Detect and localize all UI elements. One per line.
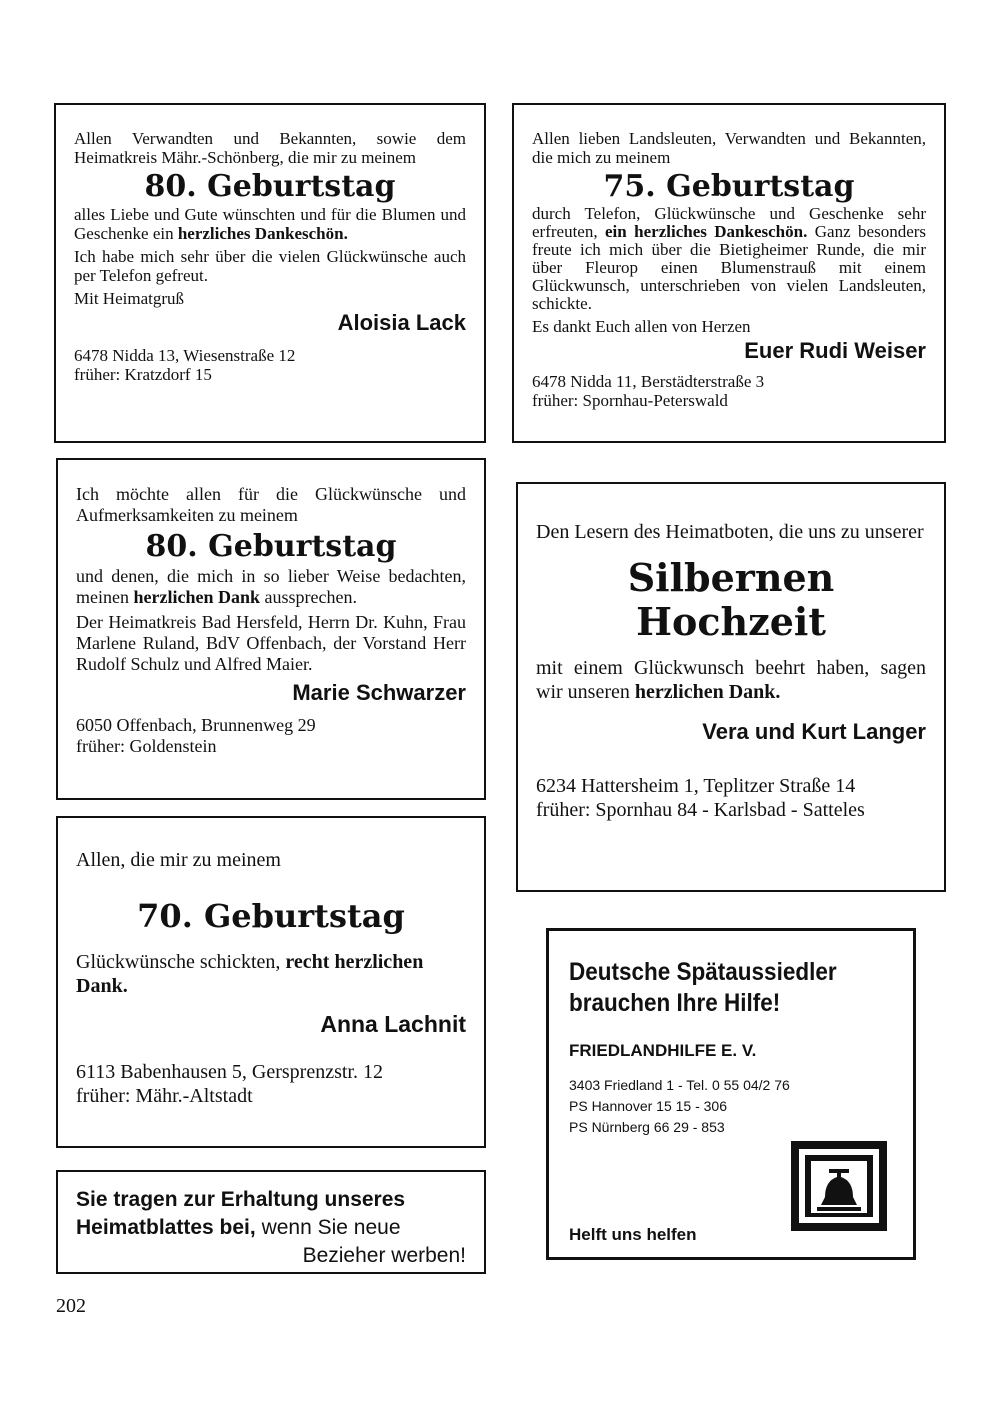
ad1-line2: Ich habe mich sehr über die vielen Glückwünsche auch per Telefon gefreut. [74, 247, 466, 285]
ad6-title-2: brauchen Ihre Hilfe! [569, 989, 781, 1017]
bell-logo-icon [789, 1139, 889, 1233]
ad6-ps-nuernberg: PS Nürnberg 66 29 - 853 [569, 1119, 725, 1135]
ad2-signature: Euer Rudi Weiser [744, 338, 926, 363]
ad3-headline: 80. Geburtstag [145, 529, 397, 564]
ad5-headline: 70. Geburtstag [137, 897, 405, 935]
ad6-title-1: Deutsche Spätaussiedler [569, 958, 837, 986]
ad6-address: 3403 Friedland 1 - Tel. 0 55 04/2 76 [569, 1077, 790, 1093]
ad4-intro: Den Lesern des Heimatboten, die uns zu unserer [536, 521, 924, 543]
ad2-thanks: durch Telefon, Glückwünsche und Geschenke sehr erfreuten, ein herzliches Dankeschön. Ganz besonders freute ich mich über die Bietigheimer Runde, die mir über Fleurop einen Blumenstrauß mit einem Glückwunsch, unterschrieben von vielen Landsleuten, schickte. [532, 204, 927, 313]
ad3-address: 6050 Offenbach, Brunnenweg 29 [76, 715, 316, 735]
ad4-former: früher: Spornhau 84 - Karlsbad - Satteles [536, 799, 865, 821]
ad6-org: FRIEDLANDHILFE E. V. [569, 1041, 757, 1060]
ad7-line1: Sie tragen zur Erhaltung unseres [76, 1188, 406, 1211]
ad5-signature: Anna Lachnit [320, 1011, 466, 1037]
ad3-intro: Ich möchte allen für die Glückwünsche und Aufmerksamkeiten zu meinem [76, 484, 466, 525]
ad-aloisia-lack [54, 103, 486, 443]
ad1-signature: Aloisia Lack [337, 310, 466, 335]
ad5-thanks: Glückwünsche schickten, recht herzlichen Dank. [76, 951, 424, 997]
ad4-signature: Vera und Kurt Langer [702, 719, 926, 744]
ad-anna-lachnit [56, 816, 486, 1148]
ad5-former: früher: Mähr.-Altstadt [76, 1085, 253, 1107]
ad2-line3: Es dankt Euch allen von Herzen [532, 317, 751, 336]
ad6-slogan: Helft uns helfen [569, 1225, 697, 1244]
ad4-headline-1: Silbernen [627, 555, 835, 600]
ad-friedlandhilfe [546, 928, 916, 1260]
page-number: 202 [56, 1295, 86, 1317]
ad1-former: früher: Kratzdorf 15 [74, 365, 212, 384]
ad1-address: 6478 Nidda 13, Wiesenstraße 12 [74, 346, 296, 365]
ad4-thanks: mit einem Glückwunsch beehrt haben, sagen wir unseren herzlichen Dank. [536, 657, 926, 703]
ad-rudi-weiser [512, 103, 946, 443]
ad-marie-schwarzer [56, 458, 486, 800]
ad2-address: 6478 Nidda 11, Berstädterstraße 3 [532, 372, 765, 391]
ad2-headline: 75. Geburtstag [603, 169, 855, 204]
ad1-thanks: alles Liebe und Gute wünschten und für die Blumen und Geschenke ein herzliches Dankeschön. [74, 205, 466, 243]
ad4-headline-2: Hochzeit [636, 599, 826, 644]
ad3-signature: Marie Schwarzer [292, 680, 466, 705]
ad1-intro: Allen Verwandten und Bekannten, sowie dem Heimatkreis Mähr.-Schönberg, die mir zu meinem [74, 129, 466, 167]
ad2-intro: Allen lieben Landsleuten, Verwandten und Bekannten, die mich zu meinem [532, 129, 926, 167]
ad5-intro: Allen, die mir zu meinem [76, 849, 281, 871]
ad7-line2: Heimatblattes bei, wenn Sie neue [76, 1216, 401, 1239]
ad-silver-wedding [516, 482, 946, 892]
ad5-address: 6113 Babenhausen 5, Gersprenzstr. 12 [76, 1061, 383, 1083]
ad-heimatblatt [56, 1170, 486, 1274]
ad3-thanks: und denen, die mich in so lieber Weise bedachten, meinen herzlichen Dank aussprechen. [76, 566, 466, 607]
ad7-line3: Bezieher werben! [302, 1244, 466, 1267]
ad2-former: früher: Spornhau-Peterswald [532, 391, 728, 410]
ad1-headline: 80. Geburtstag [144, 169, 396, 204]
ad3-line2: Der Heimatkreis Bad Hersfeld, Herrn Dr. Kuhn, Frau Marlene Ruland, BdV Offenbach, der Vorstand Herr Rudolf Schulz und Alfred Maier. [76, 612, 466, 674]
ad6-ps-hannover: PS Hannover 15 15 - 306 [569, 1098, 727, 1114]
ad1-greeting: Mit Heimatgruß [74, 289, 185, 308]
ad4-address: 6234 Hattersheim 1, Teplitzer Straße 14 [536, 775, 856, 797]
ad3-former: früher: Goldenstein [76, 736, 217, 756]
